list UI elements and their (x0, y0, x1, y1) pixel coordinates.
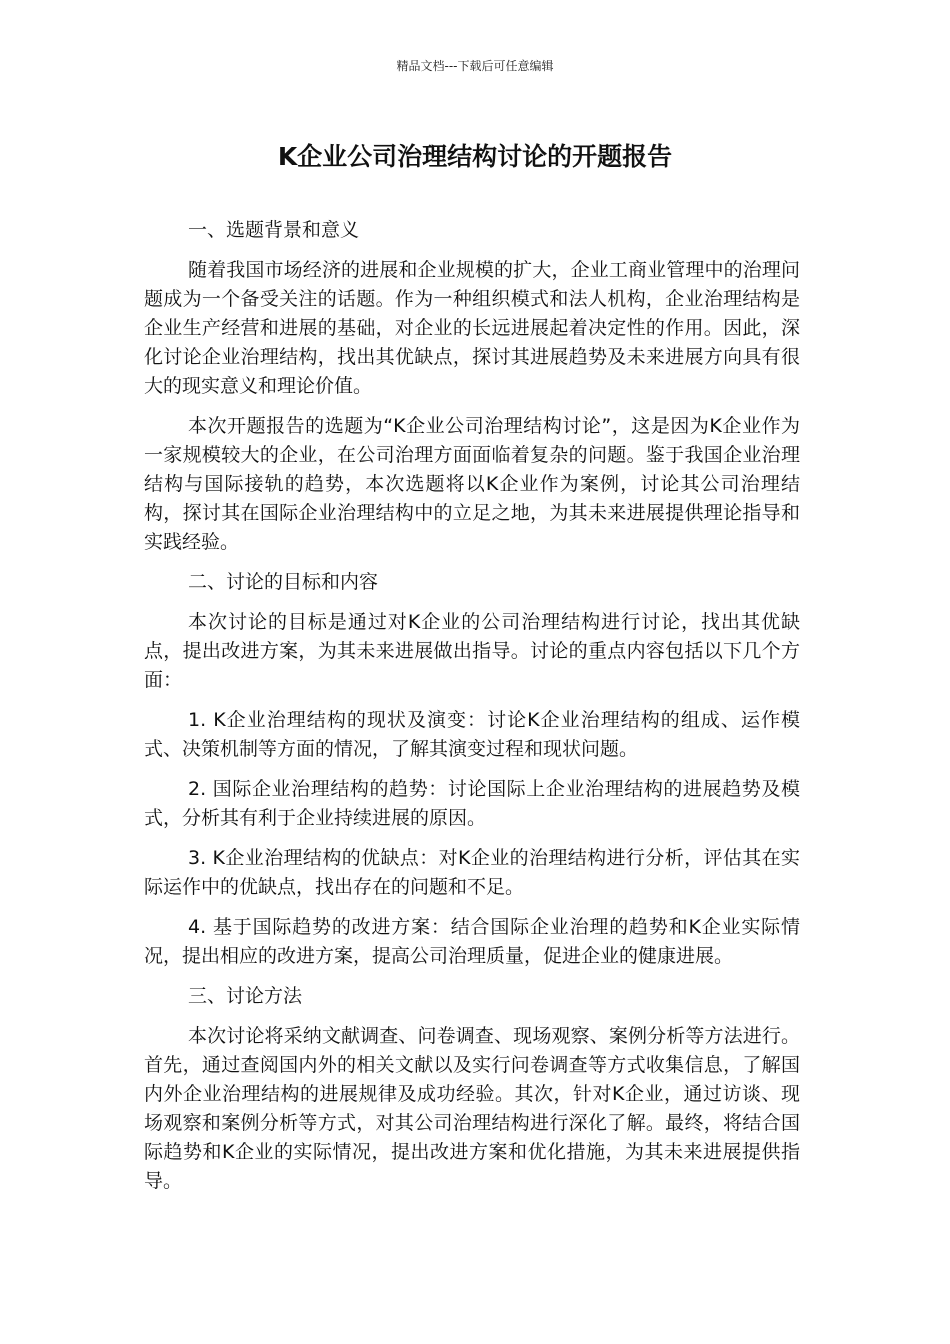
paragraph-methods: 本次讨论将采纳文献调查、问卷调查、现场观察、案例分析等方法进行。首先，通过查阅国内外的相关文献以及实行问卷调查等方式收集信息，了解国内外企业治理结构的进展规律及成功经验。其次，针对K企业，通过访谈、现场观察和案例分析等方式，对其公司治理结构进行深化了解。最终，将结合国际趋势和K企业的实际情况，提出改进方案和优化措施，为其未来进展提供指导。 (144, 1025, 800, 1192)
section-heading-background: 一、选题背景和意义 (188, 219, 360, 241)
section-heading-methods: 三、讨论方法 (188, 985, 303, 1007)
list-item-4: 4. 基于国际趋势的改进方案：结合国际企业治理的趋势和K企业实际情况，提出相应的改进方案，提高公司治理质量，促进企业的健康进展。 (144, 916, 800, 967)
list-item-3: 3. K企业治理结构的优缺点：对K企业的治理结构进行分析，评估其在实际运作中的优缺点，找出存在的问题和不足。 (144, 847, 800, 898)
paragraph-objectives: 本次讨论的目标是通过对K企业的公司治理结构进行讨论，找出其优缺点，提出改进方案，为其未来进展做出指导。讨论的重点内容包括以下几个方面： (144, 611, 800, 691)
paragraph-topic: 本次开题报告的选题为“K企业公司治理结构讨论”，这是因为K企业作为一家规模较大的企业，在公司治理方面面临着复杂的问题。鉴于我国企业治理结构与国际接轨的趋势，本次选题将以K企业作为案例，讨论其公司治理结构，探讨其在国际企业治理结构中的立足之地，为其未来进展提供理论指导和实践经验。 (144, 415, 800, 553)
document-title: K企业公司治理结构讨论的开题报告 (277, 142, 673, 171)
document-body (144, 216, 800, 1207)
section-heading-objectives: 二、讨论的目标和内容 (188, 571, 379, 593)
list-item-1: 1. K企业治理结构的现状及演变：讨论K企业治理结构的组成、运作模式、决策机制等方面的情况，了解其演变过程和现状问题。 (144, 709, 800, 760)
list-item-2: 2. 国际企业治理结构的趋势：讨论国际上企业治理结构的进展趋势及模式，分析其有利于企业持续进展的原因。 (144, 778, 800, 829)
paragraph-background: 随着我国市场经济的进展和企业规模的扩大，企业工商业管理中的治理问题成为一个备受关注的话题。作为一种组织模式和法人机构，企业治理结构是企业生产经营和进展的基础，对企业的长远进展起着决定性的作用。因此，深化讨论企业治理结构，找出其优缺点，探讨其进展趋势及未来进展方向具有很大的现实意义和理论价值。 (144, 259, 800, 397)
page-header: 精品文档---下载后可任意编辑 (396, 59, 554, 73)
